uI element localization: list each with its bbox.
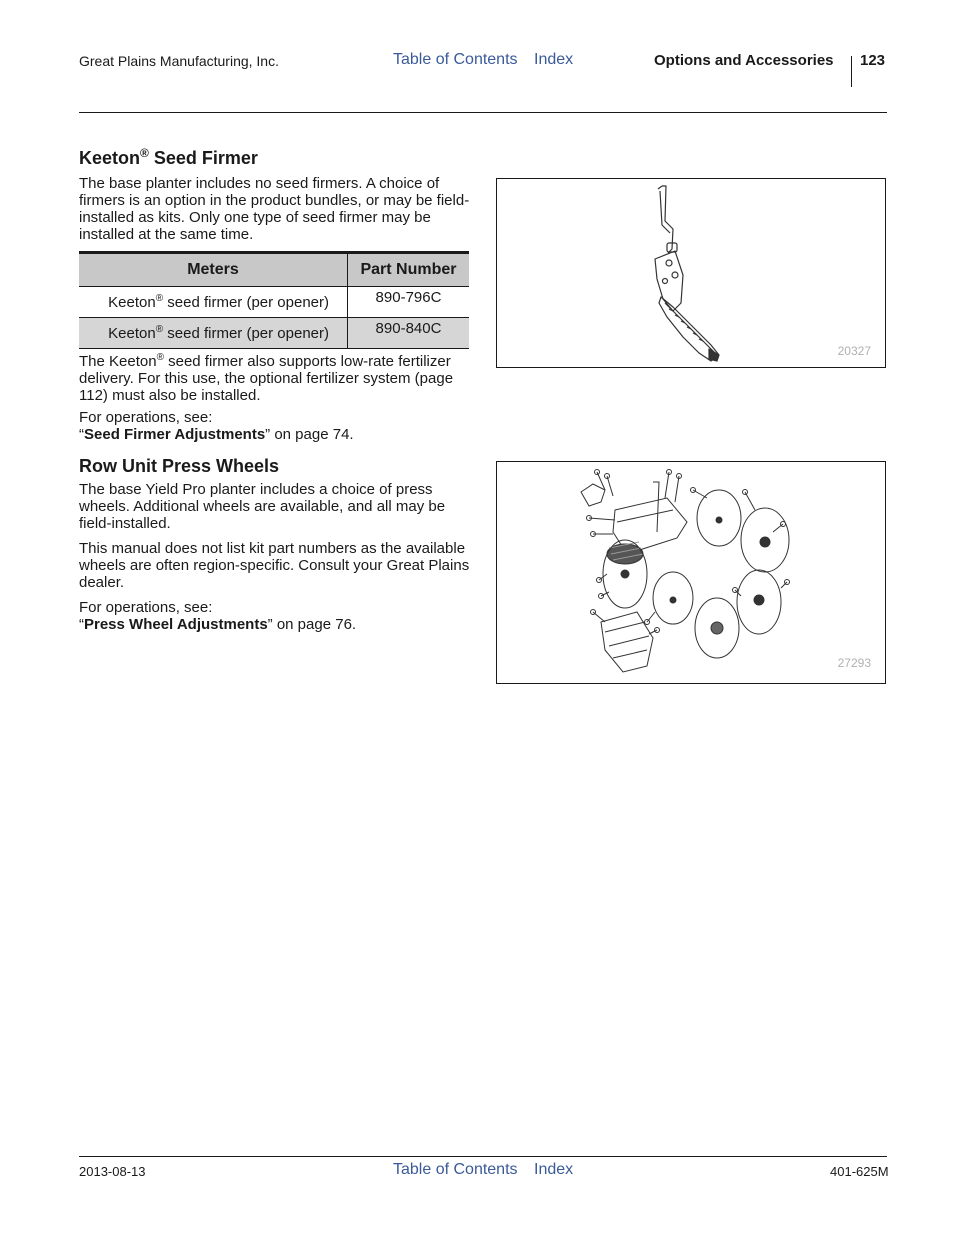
row-part-number: 890-796C [348,287,470,318]
figure-number: 20327 [837,344,871,358]
seed-firmer-illustration [497,179,885,367]
document-number: 401-625M [830,1164,889,1179]
keeton-ops-intro: For operations, see: [79,409,213,426]
section-title: Options and Accessories [654,52,834,69]
press-ops-reference: “Press Wheel Adjustments” on page 76. [79,616,357,633]
footer-rule [79,1156,887,1157]
part-number-table [79,251,469,349]
press-wheels-heading: Row Unit Press Wheels [79,456,280,476]
keeton-intro: The base planter includes no seed firmers. A choice of firmers is an option in the product bundles, or may be field-installed as kits. Only one type of seed firmer may be installed at the same time. [79,175,470,243]
header-index-link[interactable]: Index [534,51,574,68]
table-row [79,287,469,318]
press-wheels-para-1: The base Yield Pro planter includes a choice of press wheels. Additional wheels are available, and all may be field-installed. [79,481,446,532]
seed-firmer-figure [496,178,886,368]
header-table-of-contents-link[interactable]: Table of Contents [393,51,518,68]
table-header-meters: Meters [79,253,348,287]
press-wheel-adjustments-link[interactable]: Press Wheel Adjustments [84,616,268,633]
keeton-ops-reference: “Seed Firmer Adjustments” on page 74. [79,426,354,443]
press-ops-intro: For operations, see: [79,599,213,616]
footer-table-of-contents-link[interactable]: Table of Contents [393,1161,518,1178]
row-part-number: 890-840C [348,318,470,349]
footer-index-link[interactable]: Index [534,1161,574,1178]
press-wheels-figure [496,461,886,684]
seed-firmer-adjustments-link[interactable]: Seed Firmer Adjustments [84,426,266,443]
footer-date: 2013-08-13 [79,1164,146,1179]
header-rule [79,112,887,113]
press-wheels-illustration [497,462,885,683]
keeton-fertilizer-note: The Keeton® seed firmer also supports low-rate fertilizer delivery. For this use, the optional fertilizer system (page 112) must also be installed. [79,352,454,404]
page-number: 123 [860,52,886,69]
row-name: Keeton® seed firmer (per opener) [79,318,348,349]
company-name: Great Plains Manufacturing, Inc. [79,53,279,69]
table-header-part-number: Part Number [348,253,470,287]
table-row [79,318,469,349]
row-name: Keeton® seed firmer (per opener) [79,287,348,318]
header-divider [851,56,852,87]
figure-number: 27293 [837,656,871,670]
keeton-heading: Keeton® Seed Firmer [79,146,258,168]
press-wheels-para-2: This manual does not list kit part numbers as the available wheels are often region-specific. Consult your Great Plains dealer. [79,540,470,591]
